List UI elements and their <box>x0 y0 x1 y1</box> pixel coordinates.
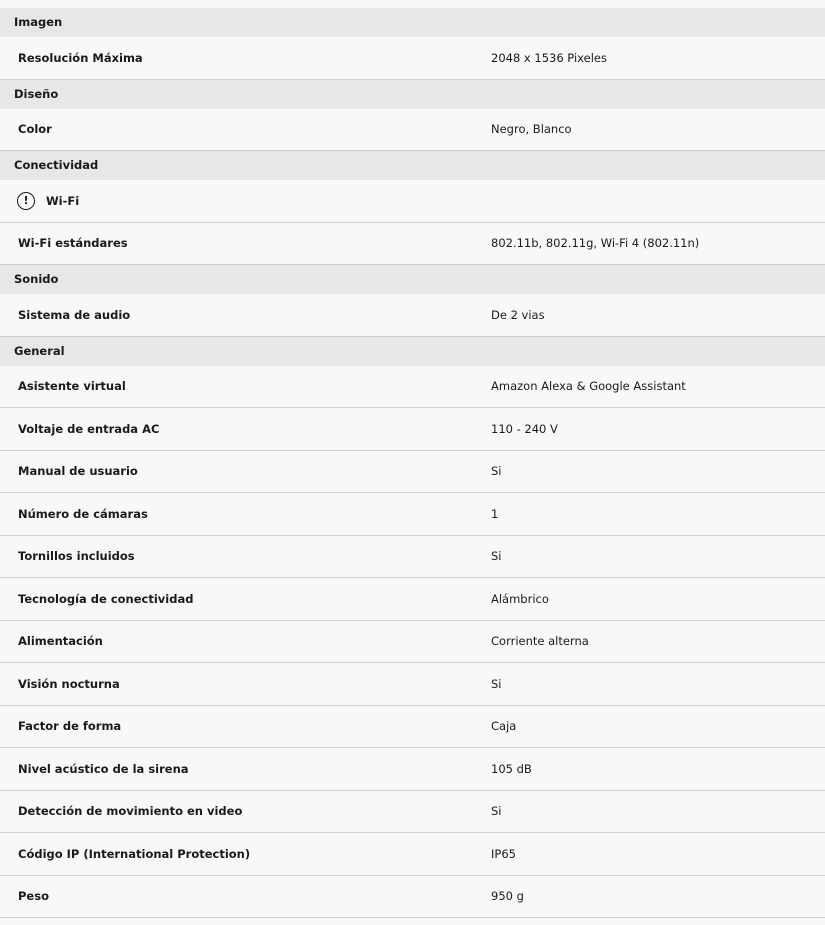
spec-label: Visión nocturna <box>18 676 120 691</box>
spec-row <box>0 109 825 152</box>
spec-row <box>0 876 825 919</box>
section-header: Sonido <box>0 265 825 294</box>
spec-row <box>0 366 825 409</box>
spec-value: 802.11b, 802.11g, Wi-Fi 4 (802.11n) <box>491 236 700 251</box>
spec-label: Sistema de audio <box>18 307 131 322</box>
spec-value: Si <box>491 464 502 479</box>
spec-label: Número de cámaras <box>18 506 148 521</box>
spec-label: Voltaje de entrada AC <box>18 421 160 436</box>
spec-row <box>0 663 825 706</box>
spec-row <box>0 408 825 451</box>
spec-value: IP65 <box>491 846 516 861</box>
spec-label: Color <box>18 122 52 137</box>
spec-row <box>0 706 825 749</box>
spec-label: Tecnología de conectividad <box>18 591 194 606</box>
spec-label: Peso <box>18 889 49 904</box>
spec-row <box>0 493 825 536</box>
spec-row <box>0 578 825 621</box>
section-header: General <box>0 337 825 366</box>
spec-row <box>0 223 825 266</box>
spec-value: 1 <box>491 506 499 521</box>
spec-label: Wi-Fi estándares <box>18 236 128 251</box>
spec-label: Resolución Máxima <box>18 50 143 65</box>
spec-label: Nivel acústico de la sirena <box>18 761 189 776</box>
spec-value: Amazon Alexa & Google Assistant <box>491 379 686 394</box>
spec-row <box>0 748 825 791</box>
section-header: Conectividad <box>0 151 825 180</box>
spec-value: 2048 x 1536 Pixeles <box>491 50 607 65</box>
spec-value: Si <box>491 676 502 691</box>
spec-label: Tornillos incluidos <box>18 549 135 564</box>
spec-row <box>0 294 825 337</box>
spec-value: Si <box>491 549 502 564</box>
section-header: Diseño <box>0 80 825 109</box>
section-header: Imagen <box>0 8 825 37</box>
spec-value: Negro, Blanco <box>491 122 572 137</box>
spec-table <box>0 8 825 918</box>
spec-value: Si <box>491 804 502 819</box>
spec-value: 110 - 240 V <box>491 421 558 436</box>
spec-label: Alimentación <box>18 634 103 649</box>
spec-row <box>0 536 825 579</box>
alert-circle-icon[interactable]: ! <box>17 192 35 210</box>
spec-value: Caja <box>491 719 517 734</box>
spec-label: Manual de usuario <box>18 464 138 479</box>
spec-row <box>0 621 825 664</box>
spec-row <box>0 791 825 834</box>
spec-row <box>0 451 825 494</box>
spec-label: Factor de forma <box>18 719 122 734</box>
spec-value: De 2 vias <box>491 307 545 322</box>
spec-row <box>0 37 825 80</box>
spec-value: 105 dB <box>491 761 532 776</box>
spec-value: Corriente alterna <box>491 634 589 649</box>
spec-value: 950 g <box>491 889 524 904</box>
spec-label: Wi-Fi <box>46 193 80 208</box>
spec-label: Detección de movimiento en video <box>18 804 243 819</box>
spec-value: Alámbrico <box>491 591 549 606</box>
spec-row <box>0 833 825 876</box>
spec-row <box>0 180 825 223</box>
spec-label: Código IP (International Protection) <box>18 846 251 861</box>
spec-label: Asistente virtual <box>18 379 126 394</box>
